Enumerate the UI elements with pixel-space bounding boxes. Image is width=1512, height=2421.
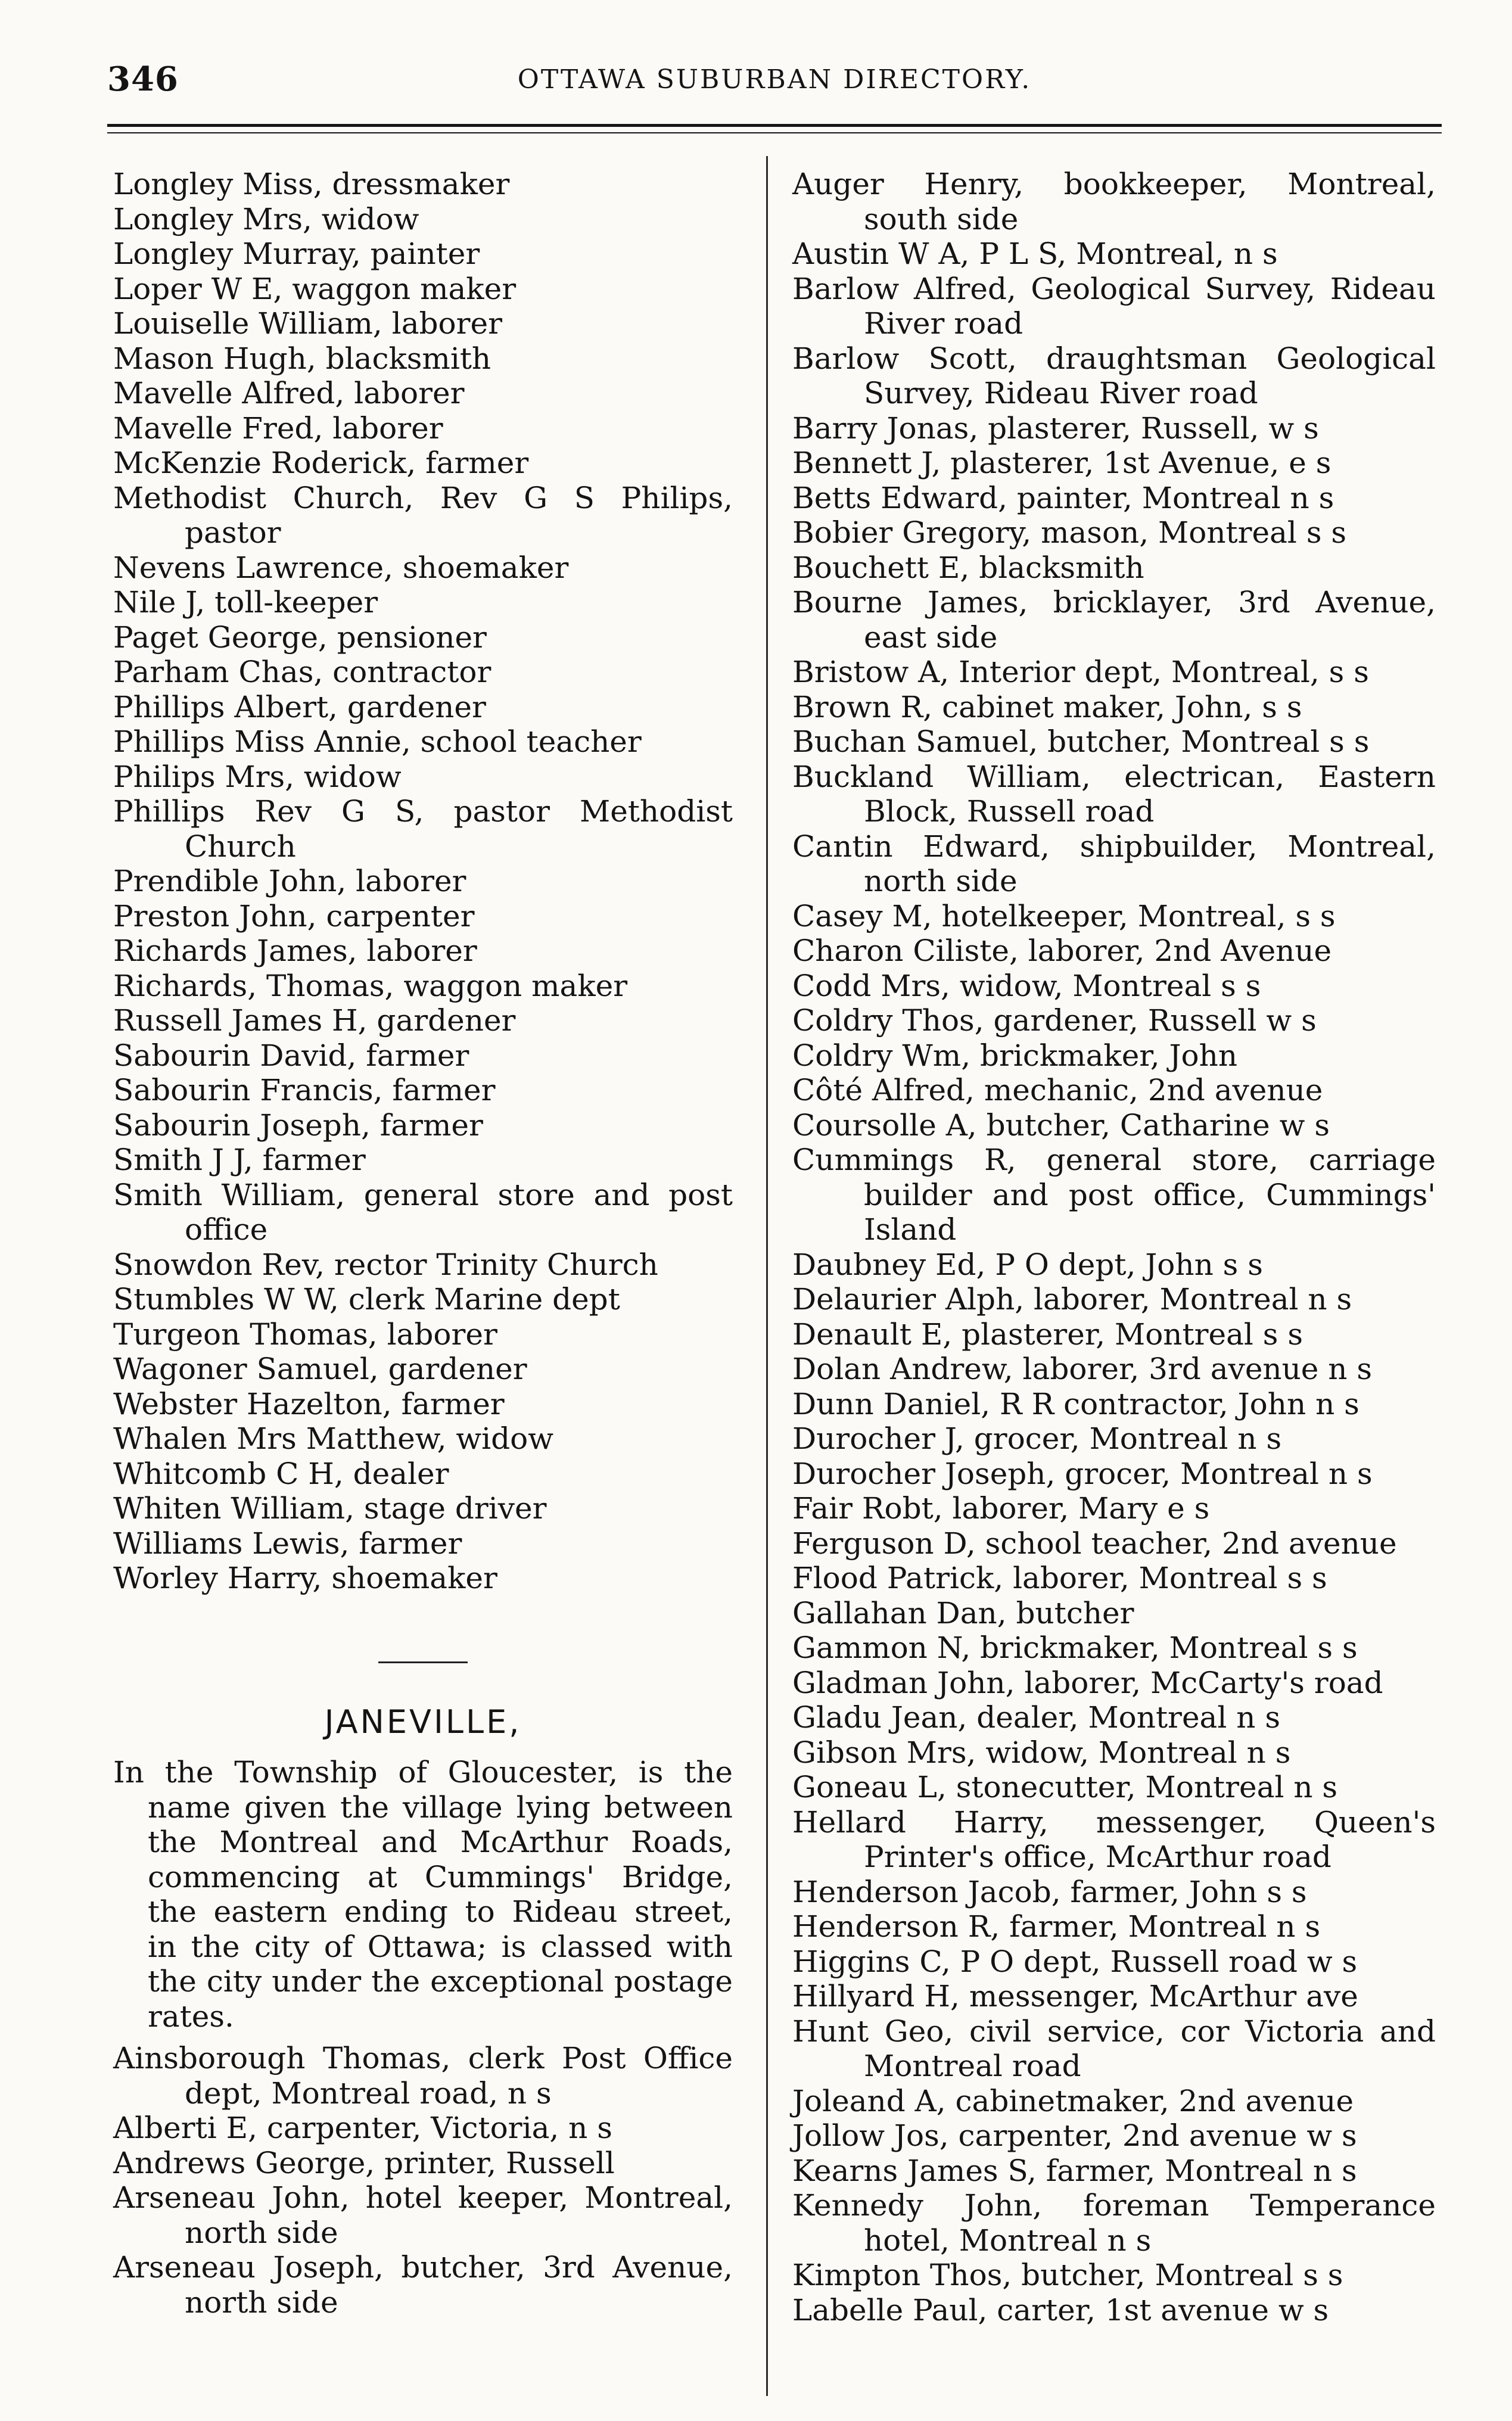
left-column (113, 167, 733, 2320)
directory-entry: Methodist Church, Rev G S Philips, pastor (113, 480, 733, 550)
directory-entry: Barry Jonas, plasterer, Russell, w s (792, 410, 1319, 446)
section-heading-janeville: JANEVILLE, (324, 1703, 522, 1741)
directory-entry: Bobier Gregory, mason, Montreal s s (792, 515, 1347, 550)
directory-entry: Buckland William, electrican, Eastern Block, Russell road (792, 759, 1436, 829)
directory-entry: Smith William, general store and post office (113, 1177, 733, 1247)
directory-entry: McKenzie Roderick, farmer (113, 446, 529, 480)
directory-entry: Barlow Alfred, Geological Survey, Rideau River road (792, 271, 1436, 341)
left-directory-list (113, 167, 733, 1596)
directory-entry: Denault E, plasterer, Montreal s s (792, 1317, 1303, 1352)
directory-entry: Casey M, hotelkeeper, Montreal, s s (792, 898, 1336, 933)
directory-entry: Sabourin David, farmer (113, 1038, 469, 1073)
directory-entry: Hillyard H, messenger, McArthur ave (792, 1979, 1358, 2014)
right-directory-list (792, 167, 1436, 2327)
section-description: In the Township of Gloucester, is the name given the village lying between the Montreal and McArthur Roads, commencing at Cummings' Bridge, the eastern ending to Rideau street, in the city of Ottawa; is classed with the city under the exceptional postage rates. (113, 1755, 733, 2034)
directory-entry: Arseneau John, hotel keeper, Montreal, north side (113, 2180, 733, 2250)
directory-entry: Cummings R, general store, carriage builder and post office, Cummings' Island (792, 1143, 1436, 1247)
directory-entry: Whalen Mrs Matthew, widow (113, 1421, 554, 1456)
directory-entry: Louiselle William, laborer (113, 306, 503, 341)
directory-entry: Codd Mrs, widow, Montreal s s (792, 968, 1261, 1003)
header-rule-thin (107, 132, 1442, 133)
directory-entry: Longley Mrs, widow (113, 201, 419, 237)
directory-entry: Brown R, cabinet maker, John, s s (792, 689, 1302, 724)
directory-entry: Bouchett E, blacksmith (792, 550, 1144, 585)
directory-entry: Stumbles W W, clerk Marine dept (113, 1282, 620, 1317)
directory-entry: Philips Mrs, widow (113, 759, 402, 794)
directory-entry: Ferguson D, school teacher, 2nd avenue (792, 1526, 1397, 1561)
directory-entry: Snowdon Rev, rector Trinity Church (113, 1247, 658, 1282)
page-header (107, 60, 1442, 107)
janeville-directory-list (113, 2041, 733, 2320)
directory-entry: Labelle Paul, carter, 1st avenue w s (792, 2292, 1329, 2327)
directory-entry: Longley Murray, painter (113, 237, 480, 271)
directory-entry: Nile J, toll-keeper (113, 585, 378, 620)
directory-entry: Coldry Thos, gardener, Russell w s (792, 1003, 1317, 1038)
directory-entry: Sabourin Francis, farmer (113, 1073, 496, 1107)
directory-entry: Webster Hazelton, farmer (113, 1386, 505, 1421)
directory-entry: Gallahan Dan, butcher (792, 1595, 1134, 1630)
directory-entry: Dunn Daniel, R R contractor, John n s (792, 1386, 1359, 1421)
directory-entry: Higgins C, P O dept, Russell road w s (792, 1944, 1358, 1979)
directory-entry: Buchan Samuel, butcher, Montreal s s (792, 724, 1370, 759)
directory-entry: Coursolle A, butcher, Catharine w s (792, 1107, 1330, 1143)
directory-entry: Ainsborough Thomas, clerk Post Office dept, Montreal road, n s (113, 2041, 733, 2111)
directory-entry: Prendible John, laborer (113, 864, 466, 898)
directory-entry: Bourne James, bricklayer, 3rd Avenue, east side (792, 585, 1436, 655)
directory-entry: Longley Miss, dressmaker (113, 167, 510, 201)
directory-entry: Phillips Albert, gardener (113, 689, 486, 724)
directory-entry: Austin W A, P L S, Montreal, n s (792, 237, 1278, 271)
directory-entry: Mavelle Alfred, laborer (113, 376, 465, 410)
directory-entry: Henderson Jacob, farmer, John s s (792, 1874, 1307, 1909)
directory-entry: Bristow A, Interior dept, Montreal, s s (792, 655, 1369, 689)
directory-entry: Hunt Geo, civil service, cor Victoria and Montreal road (792, 2014, 1436, 2083)
directory-entry: Gibson Mrs, widow, Montreal n s (792, 1735, 1291, 1770)
directory-entry: Dolan Andrew, laborer, 3rd avenue n s (792, 1352, 1373, 1386)
section-divider-rule (378, 1661, 468, 1663)
directory-entry: Joleand A, cabinetmaker, 2nd avenue (792, 2083, 1354, 2118)
directory-entry: Whiten William, stage driver (113, 1491, 547, 1526)
directory-entry: Loper W E, waggon maker (113, 271, 517, 306)
directory-entry: Bennett J, plasterer, 1st Avenue, e s (792, 446, 1331, 480)
directory-entry: Auger Henry, bookkeeper, Montreal, south side (792, 167, 1436, 237)
directory-entry: Gammon N, brickmaker, Montreal s s (792, 1630, 1358, 1665)
directory-entry: Coldry Wm, brickmaker, John (792, 1038, 1238, 1073)
directory-entry: Russell James H, gardener (113, 1003, 516, 1038)
directory-entry: Nevens Lawrence, shoemaker (113, 550, 569, 585)
directory-entry: Flood Patrick, laborer, Montreal s s (792, 1561, 1327, 1595)
header-rule (107, 124, 1442, 127)
directory-entry: Kennedy John, foreman Temperance hotel, Montreal n s (792, 2188, 1436, 2258)
directory-entry: Mason Hugh, blacksmith (113, 341, 491, 376)
directory-entry: Kearns James S, farmer, Montreal n s (792, 2153, 1357, 2188)
directory-entry: Gladu Jean, dealer, Montreal n s (792, 1700, 1280, 1735)
right-column (792, 167, 1436, 2327)
directory-entry: Preston John, carpenter (113, 898, 475, 933)
directory-entry: Henderson R, farmer, Montreal n s (792, 1909, 1321, 1944)
directory-entry: Cantin Edward, shipbuilder, Montreal, north side (792, 829, 1436, 898)
directory-entry: Côté Alfred, mechanic, 2nd avenue (792, 1073, 1323, 1107)
directory-entry: Charon Ciliste, laborer, 2nd Avenue (792, 933, 1332, 968)
directory-entry: Smith J J, farmer (113, 1143, 366, 1177)
directory-entry: Phillips Rev G S, pastor Methodist Church (113, 794, 733, 864)
directory-entry: Wagoner Samuel, gardener (113, 1352, 527, 1386)
directory-entry: Williams Lewis, farmer (113, 1526, 462, 1561)
directory-entry: Barlow Scott, draughtsman Geological Survey, Rideau River road (792, 341, 1436, 410)
directory-entry: Alberti E, carpenter, Victoria, n s (113, 2111, 612, 2145)
directory-entry: Jollow Jos, carpenter, 2nd avenue w s (792, 2118, 1357, 2153)
directory-entry: Hellard Harry, messenger, Queen's Printer's office, McArthur road (792, 1804, 1436, 1874)
directory-entry: Parham Chas, contractor (113, 655, 491, 689)
directory-entry: Goneau L, stonecutter, Montreal n s (792, 1770, 1338, 1804)
directory-entry: Daubney Ed, P O dept, John s s (792, 1247, 1263, 1282)
column-divider (766, 156, 768, 2396)
directory-entry: Sabourin Joseph, farmer (113, 1107, 483, 1143)
directory-entry: Delaurier Alph, laborer, Montreal n s (792, 1282, 1352, 1317)
directory-entry: Betts Edward, painter, Montreal n s (792, 480, 1334, 515)
directory-entry: Gladman John, laborer, McCarty's road (792, 1665, 1383, 1700)
directory-entry: Whitcomb C H, dealer (113, 1456, 449, 1491)
directory-entry: Richards James, laborer (113, 933, 477, 968)
directory-entry: Phillips Miss Annie, school teacher (113, 724, 642, 759)
directory-entry: Andrews George, printer, Russell (113, 2145, 615, 2180)
directory-entry: Durocher Joseph, grocer, Montreal n s (792, 1456, 1373, 1491)
page-number: 346 (107, 60, 179, 99)
directory-entry: Paget George, pensioner (113, 620, 487, 655)
running-title: OTTAWA SUBURBAN DIRECTORY. (517, 64, 1032, 95)
directory-entry: Arseneau Joseph, butcher, 3rd Avenue, north side (113, 2250, 733, 2320)
directory-entry: Worley Harry, shoemaker (113, 1561, 497, 1595)
directory-entry: Durocher J, grocer, Montreal n s (792, 1421, 1282, 1456)
directory-entry: Turgeon Thomas, laborer (113, 1317, 497, 1352)
directory-entry: Richards, Thomas, waggon maker (113, 968, 628, 1003)
directory-entry: Kimpton Thos, butcher, Montreal s s (792, 2258, 1343, 2292)
directory-entry: Mavelle Fred, laborer (113, 410, 443, 446)
directory-entry: Fair Robt, laborer, Mary e s (792, 1491, 1210, 1526)
